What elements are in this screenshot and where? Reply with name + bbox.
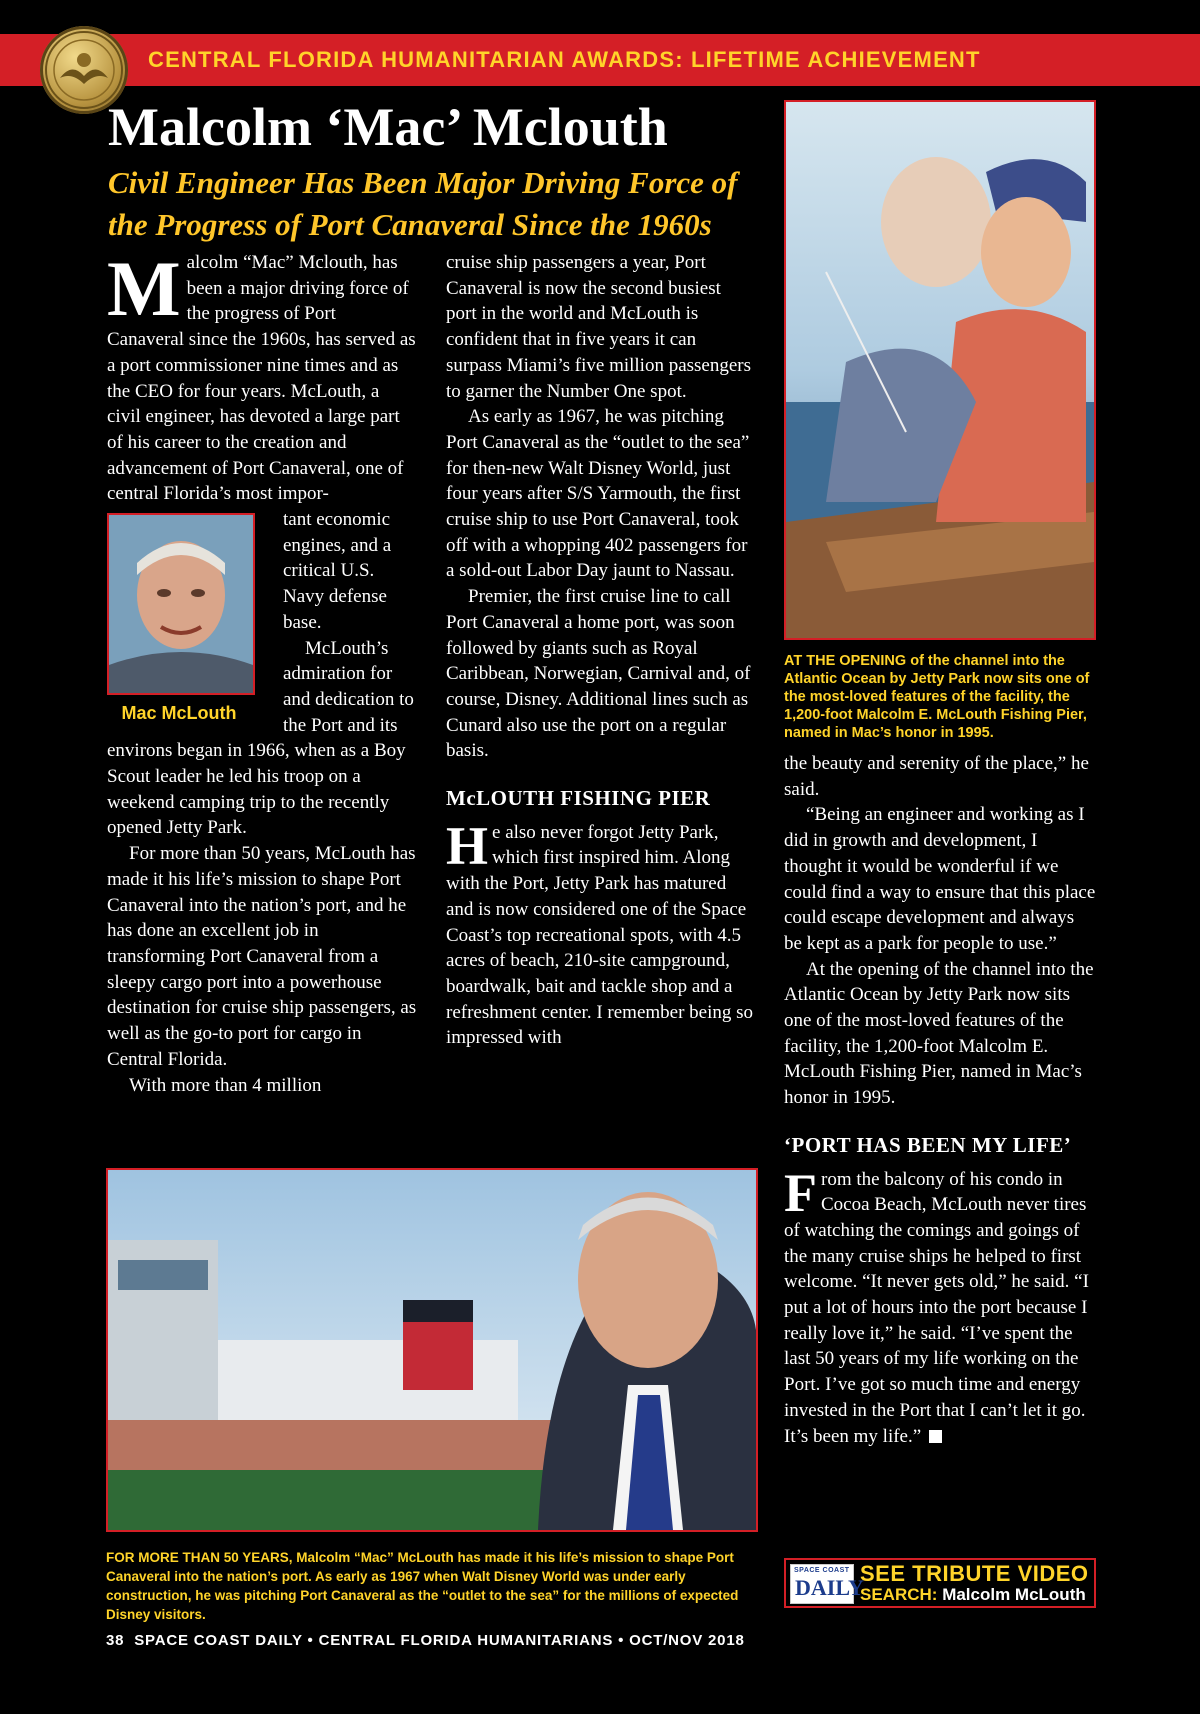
fishing-pier-caption: AT THE OPENING of the channel into the Atlantic Ocean by Jetty Park now sits one of the most-loved features of the facility, the 1,200-foot Malcolm E. McLouth Fishing Pier, named in Mac’s honor in 1995. bbox=[784, 653, 1090, 741]
section-banner bbox=[0, 34, 1200, 86]
cruise-photo-caption: FOR MORE THAN 50 YEARS, Malcolm “Mac” McLouth has made it his life’s mission to shape Port Canaveral into the nation’s port. As early as 1967 when Walt Disney World was under early construction, he was pitching Port Canaveral as the “outlet to the sea” for the millions of expected Disney visitors. bbox=[106, 1550, 739, 1622]
fishing-painting-image bbox=[784, 100, 1096, 640]
logo-line-2: DAILY bbox=[795, 1575, 864, 1600]
col2-paragraph-1: cruise ship passengers a year, Port Canaveral is now the second busiest port in the world and McLouth is confident that in five years it can surpass Miami’s five million passengers to garner the Number One spot. bbox=[446, 252, 752, 402]
col2-paragraph-2: As early as 1967, he was pitching Port Canaveral as the “outlet to the sea” for then-new Walt Disney World, just four years after S/S Yarmouth, the first cruise ship to use Port Canaveral, took off with a whopping 402 passengers for a sold-out Labor Day jaunt to Nassau. bbox=[446, 406, 750, 582]
space-coast-daily-logo bbox=[790, 1564, 864, 1604]
col1-paragraph-1 bbox=[107, 245, 417, 507]
tribute-video-box[interactable] bbox=[784, 1558, 1096, 1608]
col3-paragraph-1: the beauty and serenity of the place,” he said. bbox=[784, 753, 1089, 800]
article-subtitle: Civil Engineer Has Been Major Driving Force of the Progress of Port Canaveral Since the 1960s bbox=[108, 165, 738, 242]
page-number: 38 bbox=[106, 1632, 125, 1649]
search-term: Malcolm McLouth bbox=[942, 1585, 1086, 1604]
col2-paragraph-4 bbox=[446, 815, 756, 1051]
col3-paragraph-3: At the opening of the channel into the Atlantic Ocean by Jetty Park now sits one of the most-loved features of the facility, the 1,200-foot Malcolm E. McLouth Fishing Pier, named in Mac’s honor in 1995. bbox=[784, 958, 1094, 1109]
section-heading-fishing-pier: McLOUTH FISHING PIER bbox=[446, 786, 711, 811]
tribute-title: SEE TRIBUTE VIDEO bbox=[860, 1561, 1089, 1586]
column-1 bbox=[107, 245, 417, 1098]
col2-p4-text: e also never forgot Jetty Park, which first inspired him. Along with the Port, Jetty Park has matured and is now considered one of the Space Coast’s top recreational spots, with 4.5 acres of beach, 210-site campground, boardwalk, bait and tackle shop and a refreshment center. I remember being so impressed with bbox=[446, 821, 754, 1049]
cruise-ship-portrait-image bbox=[106, 1168, 758, 1532]
article-title: Malcolm ‘Mac’ Mclouth bbox=[108, 97, 668, 157]
col1-paragraph-1b: tant economic engines, and a critical U.S. Navy defense base. bbox=[283, 509, 392, 633]
end-mark-icon bbox=[929, 1430, 942, 1443]
dropcap-m: M bbox=[107, 245, 181, 332]
tribute-search-line bbox=[860, 1585, 1086, 1605]
col3-paragraph-4 bbox=[784, 1162, 1096, 1450]
col2-paragraph-3: Premier, the first cruise line to call Port Canaveral a home port, was soon followed by giants such as Royal Caribbean, Norwegian, Carnival and, of course, Disney. Additional lines such as Cunard also use the port on a regular basis. bbox=[446, 586, 751, 762]
column-2 bbox=[446, 250, 756, 1051]
inset-portrait bbox=[107, 513, 277, 727]
col1-p1-text: alcolm “Mac” Mclouth, has been a major driving force of the progress of Port Canaveral since the 1960s, has served as a port commissioner nine times and as the CEO for four years. McLouth, a civil engineer, has devoted a large part of his career to the creation and advancement of Port Canaveral, one of central Florida’s most impor- bbox=[107, 252, 416, 505]
column-3 bbox=[784, 751, 1096, 1449]
col1-paragraph-3: For more than 50 years, McLouth has made it his life’s mission to shape Port Canaveral into the nation’s port, and he has done an excellent job in transforming Port Canaveral from a sleepy cargo port into a powerhouse destination for cruise ship passengers, as well as the go-to port for cargo in Central Florida. bbox=[107, 843, 417, 1070]
col1-paragraph-4: With more than 4 million bbox=[129, 1074, 322, 1096]
mac-mclouth-portrait-image bbox=[107, 513, 255, 695]
search-label: SEARCH: bbox=[860, 1585, 938, 1604]
page-footer bbox=[106, 1632, 745, 1649]
col1-paragraph-2: McLouth’s admiration for and dedication to the Port and its environs began in 1966, when as a Boy Scout leader he led his troop on a weekend camping trip to the recently opened Jetty Park. bbox=[107, 637, 414, 839]
col3-paragraph-2: “Being an engineer and working as I did in growth and development, I thought it would be wonderful if we could find a way to ensure that this place could escape development and always be kept as a park for people to use.” bbox=[784, 804, 1096, 954]
col3-p4-text: rom the balcony of his condo in Cocoa Beach, McLouth never tires of watching the comings and goings of the many cruise ships he helped to first welcome. “It never gets old,” he said. “I put a lot of hours into the port because I really love it,” he said. “I’ve spent the last 50 years of my life working on the Port. I’ve got so much time and energy invested in the Port that I can’t let it go. It’s been my life.” bbox=[784, 1168, 1089, 1447]
footer-text: SPACE COAST DAILY • CENTRAL FLORIDA HUMANITARIANS • OCT/NOV 2018 bbox=[134, 1632, 745, 1649]
dropcap-h: H bbox=[446, 815, 489, 876]
portrait-caption: Mac McLouth bbox=[121, 703, 237, 724]
logo-line-1: SPACE COAST bbox=[794, 1567, 850, 1574]
banner-text: CENTRAL FLORIDA HUMANITARIAN AWARDS: LIFETIME ACHIEVEMENT bbox=[148, 47, 981, 72]
dropcap-f: F bbox=[784, 1162, 817, 1223]
section-heading-port-life: ‘PORT HAS BEEN MY LIFE’ bbox=[784, 1132, 1072, 1157]
